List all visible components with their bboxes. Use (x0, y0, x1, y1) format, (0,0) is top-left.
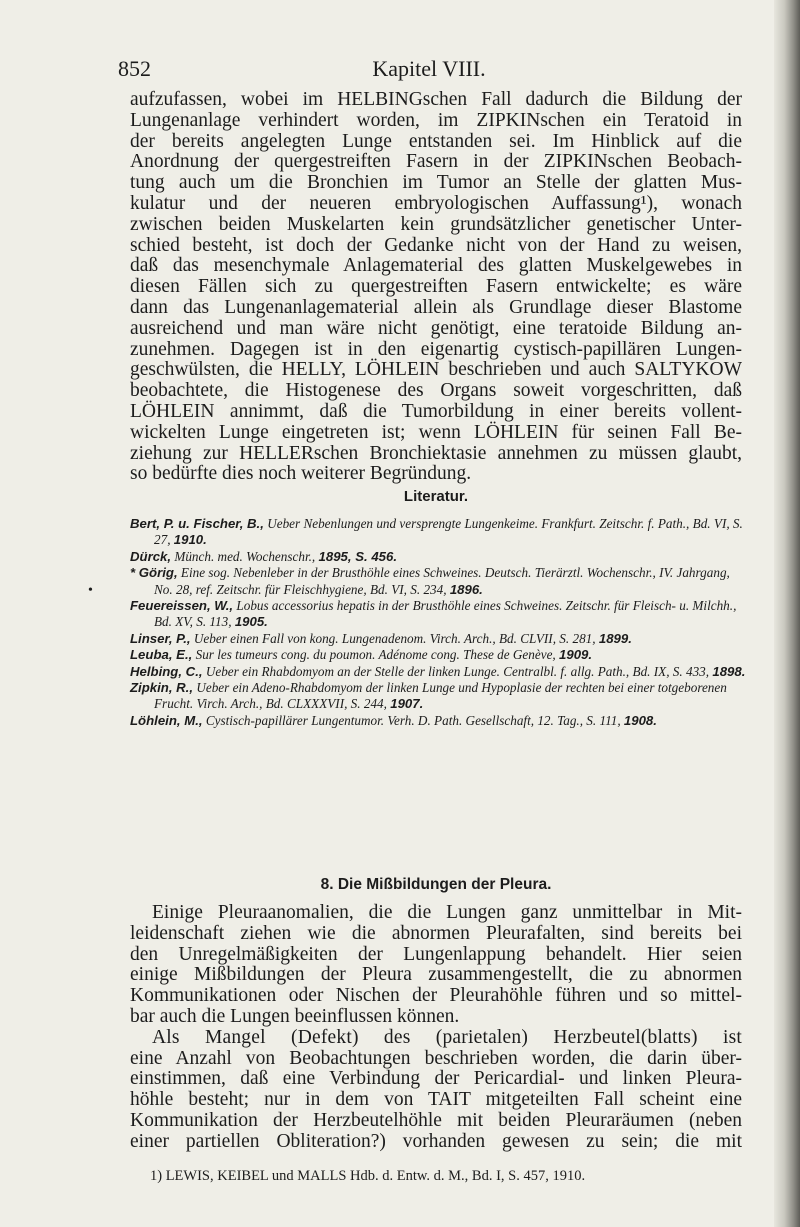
text-line: einige Mißbildungen der Pleura zusammengestellt, die zu abnormen (130, 964, 742, 986)
text-line: aufzufassen, wobei im HELBINGschen Fall dadurch die Bildung der (130, 89, 742, 110)
running-head: Kapitel VIII. (372, 56, 486, 81)
reference-item: Löhlein, M., Cystisch-papillärer Lungentumor. Verh. D. Path. Gesellschaft, 12. Tag., S. 111, 1908. (130, 712, 657, 728)
text-line: eine Anzahl von Beobachtungen beschrieben worden, die darin über- (130, 1047, 742, 1069)
text-line: Kommunikation der Herzbeutelhöhle mit beiden Pleuraräumen (neben (130, 1109, 742, 1131)
text-line: den Unregelmäßigkeiten der Lungenlappung behandelt. Hier seien (130, 943, 742, 965)
text-line: so bedürfte dies noch weiterer Begründung. (130, 463, 472, 485)
page-number: 852 (118, 56, 151, 81)
text-line: dann das Lungenanlagematerial allein als Grundlage dieser Blastome (130, 296, 742, 318)
text-line: ziehung zur HELLERschen Bronchiektasie annehmen zu müssen glaubt, (130, 442, 742, 464)
text-line: Lungenanlage verhindert worden, im ZIPKINschen ein Teratoid in (130, 109, 742, 131)
text-line: ausreichend und man wäre nicht genötigt, eine teratoide Bildung an- (130, 317, 742, 339)
paragraph-1 (130, 90, 742, 485)
text-line: LÖHLEIN annimmt, daß die Tumorbildung in einer bereits vollent- (130, 400, 742, 422)
text-line: zwischen beiden Muskelarten kein grundsätzlicher genetischer Unter- (130, 213, 742, 235)
reference-item: Bert, P. u. Fischer, B., Ueber Nebenlungen und versprengte Lungenkeime. Frankfurt. Zeitschr. f. Path., Bd. VI, S. 27, 1910. (130, 516, 743, 548)
text-line: einer partiellen Obliteration?) vorhanden gewesen zu sein; die mit (130, 1130, 742, 1152)
section-heading: 8. Die Mißbildungen der Pleura. (320, 876, 552, 893)
text-line: einstimmen, daß eine Verbindung der Pericardial- und linken Pleura- (130, 1068, 742, 1090)
text-line: bar auch die Lungen beeinflussen können. (130, 1005, 460, 1027)
text-line: diesen Fällen sich zu quergestreiften Fasern entwickelte; es wäre (130, 276, 742, 298)
reference-item: Zipkin, R., Ueber ein Adeno-Rhabdomyom der linken Lunge und Hypoplasie der rechten bei einer totgeborenen Frucht. Virch. Arch., Bd. CLXXXVII, S. 244, 1907. (130, 680, 727, 712)
reference-item: Linser, P., Ueber einen Fall von kong. Lungenadenom. Virch. Arch., Bd. CLVII, S. 281, 1899. (130, 630, 632, 646)
footnote: 1) LEWIS, KEIBEL und MALLS Hdb. d. Entw. d. M., Bd. I, S. 457, 1910. (150, 1168, 586, 1184)
text-line: Einige Pleuraanomalien, die die Lungen ganz unmittelbar in Mit- (152, 902, 742, 923)
text-line: tung auch um die Bronchien im Tumor an Stelle der glatten Mus- (130, 172, 742, 194)
text-line: schied besteht, ist doch der Gedanke nicht von der Hand zu weisen, (130, 234, 742, 256)
text-line: wickelten Lunge eingetreten ist; wenn LÖHLEIN für seinen Fall Be- (130, 421, 742, 443)
text-line: der bereits angelegten Lunge entstanden sei. Im Hinblick auf die (130, 130, 742, 152)
text-line: Anordnung der quergestreiften Fasern in der ZIPKINschen Beobach- (130, 151, 742, 173)
reference-item: Helbing, C., Ueber ein Rhabdomyom an der Stelle der linken Lunge. Centralbl. f. allg. Path., Bd. IX, S. 433, 1898. (130, 663, 746, 679)
text-line: zunehmen. Dagegen ist in den eigenartig cystisch-papillären Lungen- (130, 338, 742, 360)
page-header (118, 56, 740, 86)
reference-item: * Görig, Eine sog. Nebenleber in der Brusthöhle eines Schweines. Deutsch. Tierärztl. Wochenschr., IV. Jahrgang, No. 28, ref. Zeitschr. für Fleischhygiene, Bd. VI, S. 234, 1896. (130, 565, 730, 597)
text-line: Kommunikationen oder Nischen der Pleurahöhle führen und so mittel- (130, 985, 742, 1007)
reference-item: Dürck, Münch. med. Wochenschr., 1895, S. 456. (130, 548, 397, 564)
text-line: kulatur und der neueren embryologischen Auffassung¹), wonach (130, 192, 742, 214)
page-edge-shadow (774, 0, 800, 1227)
reference-item: Feuereissen, W., Lobus accessorius hepatis in der Brusthöhle eines Schweines. Zeitschr. für Fleisch- u. Milchh., Bd. XV, S. 113, 1905. (130, 598, 737, 630)
reference-list (130, 516, 746, 729)
text-line: geschwülsten, die HELLY, LÖHLEIN beschrieben und auch SALTYKOW (130, 359, 742, 381)
text-line: höhle besteht; nur in dem von TAIT mitgeteilten Fall scheint eine (130, 1089, 742, 1111)
text-line: Als Mangel (Defekt) des (parietalen) Herzbeutel(blatts) ist (152, 1026, 742, 1048)
reference-item: Leuba, E., Sur les tumeurs cong. du poumon. Adénome cong. These de Genève, 1909. (130, 647, 593, 663)
margin-mark: • (88, 583, 93, 598)
text-line: leidenschaft ziehen wie die abnormen Pleurafalten, sind bereits bei (130, 922, 742, 944)
literature-heading: Literatur. (403, 488, 469, 505)
text-line: daß das mesenchymale Anlagematerial des glatten Muskelgewebes in (130, 255, 742, 277)
text-line: beobachtete, die Histogenese des Organs soweit vorgeschritten, daß (130, 380, 742, 402)
paragraph-2 (130, 903, 742, 1153)
